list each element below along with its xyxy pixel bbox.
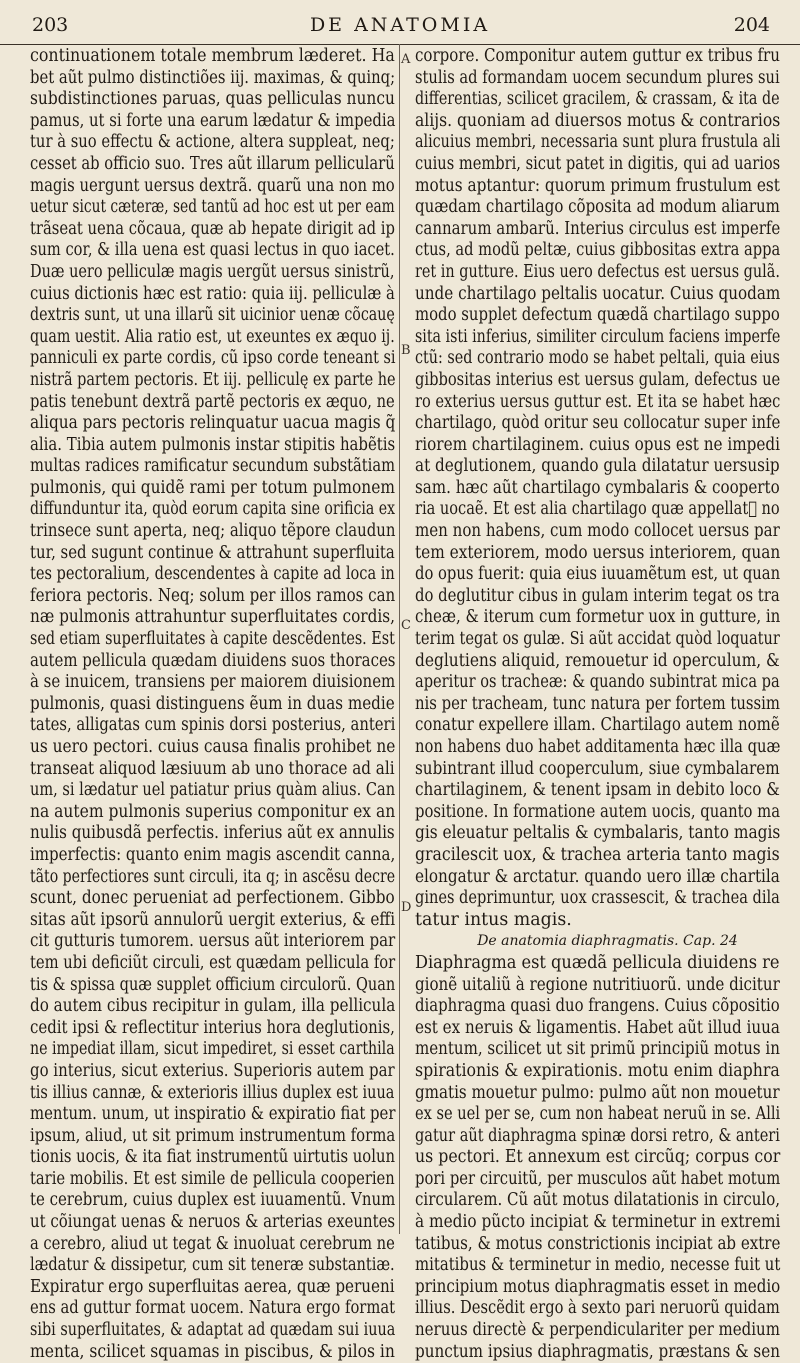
- text-line: gines deprimuntur, uox crassescit, & trachea dila: [415, 888, 780, 909]
- text-line: trinsece sunt aperta, neq; aliquo tẽpore claudun: [30, 521, 396, 542]
- text-line: alia. Tibia autem pulmonis instar stipitis habẽtis: [30, 434, 396, 455]
- text-line: do autem cibus recipitur in gulam, illa pellicula: [30, 996, 396, 1017]
- text-line: tem exteriorem, modo uersus interiorem, quan: [415, 542, 781, 563]
- margin-letter-a: A: [401, 52, 411, 67]
- text-line: ens ad guttur format uocem. Natura ergo format: [30, 1298, 396, 1319]
- text-line: tatibus, & motus constrictionis incipiat ab extre: [415, 1233, 781, 1254]
- text-line: quædam chartilago cõposita ad modum aliarum: [415, 197, 780, 218]
- text-line: ctũ: sed contrario modo se habet peltali, quia eius: [415, 348, 780, 369]
- text-line: magis uergunt uersus dextrã. quarũ una non mo: [30, 175, 395, 196]
- text-line: tãto perfectiores sunt circuli, ita q; in ascẽsu decre: [30, 866, 396, 887]
- text-line: panniculi ex parte cordis, cũ ipso corde teneant si: [30, 348, 396, 369]
- text-line: pamus, ut si forte una earum lædatur & impedia: [30, 110, 396, 131]
- text-line: gis eleuatur peltalis & cymbalaris, tanto magis: [415, 823, 781, 844]
- text-line: cuius membri, sicut patet in digitis, qui ad uarios: [415, 153, 781, 174]
- text-line: scunt, donec perueniat ad perfectionem. Gibbo: [30, 888, 395, 909]
- page-number-left: 203: [32, 14, 69, 36]
- text-line: aperitur os tracheæ: & quando subintrat mica pa: [415, 672, 780, 693]
- text-line: illius. Descẽdit ergo à sexto pari neruorũ quidam: [415, 1298, 780, 1319]
- text-line: gibbositas interius est uersus gulam, defectus ue: [415, 369, 781, 390]
- text-line: continuationem totale membrum læderet. Ha: [30, 46, 395, 66]
- text-line: transeat aliquod læsiuum ab uno thorace ad ali: [30, 758, 395, 779]
- text-line: Duæ uero pelliculæ magis uergũt uersus sinistrũ,: [30, 261, 395, 282]
- right-text-column: [415, 46, 780, 1363]
- text-line: chartilaginem, & tenent ipsam in debito loco &: [415, 780, 780, 801]
- text-line: tem ubi deficiũt circuli, est quædam pellicula for: [30, 952, 396, 973]
- margin-letter-b: B: [401, 343, 411, 358]
- text-line: aliqua pars pectoris relinquatur uacua magis q̃: [30, 413, 396, 434]
- text-line: sum cor, & illa uena est quasi lectus in quo iacet.: [30, 240, 395, 261]
- text-line: conatur expellere illam. Chartilago autem nomẽ: [415, 715, 780, 736]
- text-line: bet aũt pulmo distinctiões iij. maximas, & quinq;: [30, 67, 396, 88]
- margin-letter-d: D: [401, 900, 412, 915]
- text-line: us uero pectori. cuius causa finalis prohibet ne: [30, 737, 396, 757]
- text-line: ut cõiungat uenas & neruos & arterias exeuntes: [30, 1212, 396, 1233]
- text-line: unde chartilago peltalis uocatur. Cuius quodam: [415, 283, 781, 304]
- text-line: ne impediat illam, sicut impediret, si esset carthila: [30, 1039, 395, 1060]
- text-line: sam. hæc aũt chartilago cymbalaris & cooperto: [415, 477, 780, 498]
- text-line: Diaphragma est quædã pellicula diuidens re: [415, 952, 780, 973]
- text-line: est ex neruis & ligamentis. Habet aũt illud iuua: [415, 1017, 780, 1038]
- text-line: cit gutturis tumorem. uersus aũt interiorem par: [30, 931, 396, 952]
- text-line: differentias, scilicet gracilem, & crassam, & ita de: [415, 89, 780, 110]
- text-line: stulis ad formandam uocem secundum plures sui: [415, 67, 780, 88]
- text-line: feriora pectoris. Neq; solum per illos ramos can: [30, 585, 396, 606]
- text-line: pulmonis, qui quidẽ rami per totum pulmonem: [30, 477, 395, 498]
- text-line: sitas aũt ipsorũ annulorũ uergit exterius, & effi: [30, 909, 396, 930]
- left-text-column: [30, 46, 395, 1363]
- text-line: elongatur & arctatur. quando uero illæ chartila: [415, 866, 780, 887]
- text-line: multas radices ramificatur secundum substãtiam: [30, 456, 396, 477]
- text-line: pori per circuitũ, per musculos aũt habet motum: [415, 1168, 781, 1189]
- text-line: um, si lædatur uel patiatur prius quàm alius. Can: [30, 780, 396, 801]
- text-line: gmatis mouetur pulmo: pulmo aũt non mouetur: [415, 1082, 780, 1103]
- text-line: nulis quibusdã perfectis. inferius aũt ex annulis: [30, 823, 395, 844]
- chapter-heading: De anatomia diaphragmatis. Cap. 24: [477, 933, 738, 950]
- text-line: subdistinctiones paruas, quas pelliculas nuncu: [30, 89, 395, 110]
- text-line: sed etiam superfluitates à capite descẽdentes. Est: [30, 629, 395, 650]
- page-number-right: 204: [733, 14, 770, 36]
- text-line: mentum, scilicet ut sit primũ principiũ motus in: [415, 1039, 780, 1060]
- text-line: tur à suo effectu & actione, altera suppleat, neq;: [30, 132, 395, 153]
- text-line: quam uestit. Alia ratio est, ut exeuntes ex æquo ij.: [30, 326, 395, 347]
- text-line: tarie mobilis. Et est simile de pellicula cooperien: [30, 1168, 395, 1189]
- text-line: at deglutionem, quando gula dilatatur uersusip: [415, 456, 780, 477]
- text-line: cuius dictionis hæc est ratio: quia iij. pelliculæ à: [30, 283, 395, 304]
- text-line: go interius, sicut exterius. Superioris autem par: [30, 1060, 395, 1081]
- text-line: mitatibus & terminetur in medio, necesse fuit ut: [415, 1255, 781, 1276]
- text-line: a cerebro, aliud ut tegat & inuoluat cerebrum ne: [30, 1233, 395, 1254]
- text-line: terim tegat os gulæ. Si aũt accidat quòd loquatur: [415, 629, 780, 650]
- text-line: imperfectis: quanto enim magis ascendit canna,: [30, 844, 396, 865]
- text-line: do opus fuerit: quia eius iuuamẽtum est, ut quan: [415, 564, 781, 585]
- text-line: na autem pulmonis superius componitur ex an: [30, 801, 396, 822]
- text-line: subintrant illud cooperculum, siue cymbalarem: [415, 758, 780, 779]
- text-line: neruus directè & perpendiculariter per medium: [415, 1320, 780, 1341]
- text-line: chartilago, quòd oritur seu collocatur super infe: [415, 413, 781, 434]
- text-line: do deglutitur cibus in gulam interim tegat os tra: [415, 585, 780, 606]
- text-line: te cerebrum, cuius duplex est iuuamentũ. Vnum: [30, 1190, 396, 1211]
- text-line: sita isti inferius, similiter circulum faciens imperfe: [415, 326, 781, 347]
- text-line: tionis uocis, & ita fiat instrumentũ uirtutis uolun: [30, 1147, 396, 1168]
- text-line: circularem. Cũ aũt motus dilatationis in circulo,: [415, 1190, 781, 1211]
- text-line: gracilescit uox, & trachea arteria tanto magis: [415, 844, 780, 865]
- text-line: modo supplet defectum quædã chartilago suppo: [415, 305, 780, 326]
- text-line: autem pellicula quædam diuidens suos thoraces: [30, 650, 396, 671]
- text-line: tis illius cannæ, & exterioris illius duplex est iuua: [30, 1082, 395, 1103]
- text-line: deglutiens aliquid, remouetur id operculum, &: [415, 650, 780, 671]
- column-divider: [399, 44, 400, 1234]
- text-line: principium motus diaphragmatis esset in medio: [415, 1276, 781, 1297]
- text-line: uetur sicut cæteræ, sed tantũ ad hoc est ut per eam: [30, 197, 395, 218]
- text-line: nistrã partem pectoris. Et iij. pelliculę ex parte he: [30, 369, 396, 390]
- text-line: non habens duo habet additamenta hæc illa quæ: [415, 737, 781, 757]
- text-line: tates, alligatas cum spinis dorsi posterius, anteri: [30, 715, 396, 736]
- text-line: tes pectoralium, descendentes à capite ad loca in: [30, 564, 395, 585]
- page-header: [0, 4, 800, 45]
- text-line: ret in gutture. Eius uero defectus est uersus gulã.: [415, 261, 780, 282]
- text-line: ria uocaẽ. Et est alia chartilago quæ appellatᷓ no: [415, 499, 780, 520]
- text-line: cheæ, & iterum cum formetur uox in gutture, in: [415, 607, 781, 628]
- text-line: punctum ipsius diaphragmatis, præstans & sen: [415, 1341, 780, 1362]
- text-line: à se inuicem, transiens per maiorem diuisionem: [30, 672, 396, 693]
- text-line: dextris sunt, ut una illarũ sit uicinior uenæ cõcauę: [30, 305, 395, 326]
- text-line: men non habens, cum modo collocet uersus par: [415, 521, 780, 542]
- text-line: lædatur & dissipetur, cum sit teneræ substantiæ.: [30, 1255, 395, 1276]
- text-line: positione. In formatione autem uocis, quanto ma: [415, 801, 781, 822]
- text-line: sibi superfluitates, & adaptat ad quædam sui iuua: [30, 1320, 396, 1341]
- text-line: alicuius membri, necessaria sunt plura frustula ali: [415, 132, 781, 153]
- text-line: us pectori. Et annexum est circũq; corpus cor: [415, 1147, 781, 1168]
- text-line: motus aptantur: quorum primum frustulum est: [415, 175, 780, 196]
- text-line: diaphragma quasi duo frangens. Cuius cõpositio: [415, 996, 780, 1017]
- text-line: alijs. quoniam ad diuersos motus & contrarios: [415, 110, 781, 131]
- text-line: menta, scilicet squamas in piscibus, & pilos in: [30, 1341, 395, 1362]
- running-title: DE ANATOMIA: [309, 14, 491, 36]
- text-line: spirationis & expirationis. motu enim diaphra: [415, 1060, 780, 1081]
- text-line: gionẽ uitaliũ à regione nutritiuorũ. unde dicitur: [415, 974, 780, 995]
- text-line: cesset ab officio suo. Tres aũt illarum pellicularũ: [30, 153, 395, 174]
- text-line: mentum. unum, ut inspiratio & expiratio fiat per: [30, 1104, 396, 1125]
- text-line: tis & spissa quæ supplet officium circulorũ. Quan: [30, 974, 396, 995]
- text-line: nis per tracheam, tunc natura per fortem tussim: [415, 693, 780, 714]
- text-line: pulmonis, quasi distinguens ẽum in duas medie: [30, 693, 395, 714]
- text-line: cannarum ambarũ. Interius circulus est imperfe: [415, 218, 781, 239]
- text-line: ipsum, aliud, ut sit primum instrumentum forma: [30, 1125, 396, 1146]
- text-line: à medio pũcto incipiat & terminetur in extremi: [415, 1212, 781, 1233]
- text-line: corpore. Componitur autem guttur ex tribus fru: [415, 46, 780, 66]
- text-line: gatur aũt diaphragma spinæ dorsi retro, & anteri: [415, 1125, 780, 1146]
- text-line: patis tenebunt dextrã partẽ pectoris ex æquo, ne: [30, 391, 395, 412]
- text-line: tatur intus magis.: [415, 909, 572, 930]
- text-line: ex se uel per se, cum non habeat neruũ in se. Alli: [415, 1104, 781, 1125]
- text-line: trãseat uena cõcaua, quæ ab hepate dirigit ad ip: [30, 218, 395, 239]
- text-line: næ pulmonis attrahuntur superfluitates cordis,: [30, 607, 396, 628]
- text-line: riorem chartilaginem. cuius opus est ne impedi: [415, 434, 780, 455]
- text-line: diffunduntur ita, quòd eorum capita sine orificia ex: [30, 499, 396, 520]
- text-line: cedit ipsi & reflectitur interius hora deglutionis,: [30, 1017, 395, 1038]
- text-line: ro exterius uersus guttur est. Et ita se habet hæc: [415, 391, 781, 412]
- margin-letter-c: C: [401, 618, 411, 633]
- text-line: tur, sed sugunt continue & attrahunt superfluita: [30, 542, 395, 563]
- text-line: Expiratur ergo superfluitas aerea, quæ perueni: [30, 1276, 395, 1297]
- text-line: ctus, ad modũ peltæ, cuius gibbositas extra appa: [415, 240, 781, 261]
